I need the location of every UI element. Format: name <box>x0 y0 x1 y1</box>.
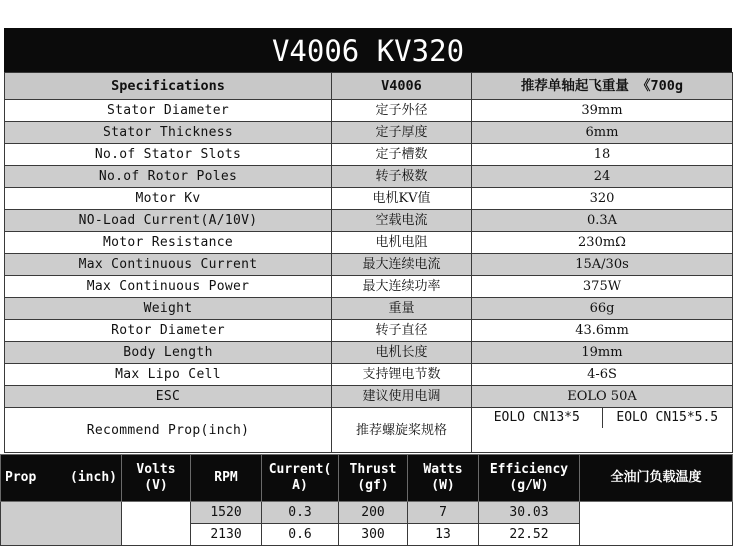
recommend-prop-values <box>472 408 733 453</box>
spec-value: EOLO 50A <box>472 386 733 408</box>
performance-row <box>1 502 733 524</box>
recommend-prop-label: Recommend Prop(inch) <box>5 408 332 453</box>
spec-name-zh: 转子极数 <box>332 166 472 188</box>
spec-row <box>5 210 733 232</box>
spec-value: 18 <box>472 144 733 166</box>
spec-value: 43.6mm <box>472 320 733 342</box>
spec-name-zh: 定子槽数 <box>332 144 472 166</box>
spec-value: 39mm <box>472 100 733 122</box>
cell-volts <box>122 502 191 524</box>
spec-row <box>5 166 733 188</box>
spec-name: Max Lipo Cell <box>5 364 332 386</box>
spec-row <box>5 364 733 386</box>
col-header-watts <box>408 455 479 502</box>
spec-name: Motor Resistance <box>5 232 332 254</box>
spec-name-zh: 重量 <box>332 298 472 320</box>
cell-rpm: 2130 <box>191 524 262 546</box>
spec-value: 0.3A <box>472 210 733 232</box>
spec-name: Stator Diameter <box>5 100 332 122</box>
spec-name-zh: 最大连续功率 <box>332 276 472 298</box>
spec-row <box>5 122 733 144</box>
page-title: V4006 KV320 <box>4 28 732 72</box>
spec-name-zh: 空载电流 <box>332 210 472 232</box>
spec-row <box>5 386 733 408</box>
recommend-prop-option-a: EOLO CN13*5 <box>493 410 580 425</box>
spec-value: 24 <box>472 166 733 188</box>
spec-value: 6mm <box>472 122 733 144</box>
spec-name: Max Continuous Current <box>5 254 332 276</box>
performance-header-row <box>1 455 733 502</box>
spec-name: Body Length <box>5 342 332 364</box>
spec-name-zh: 电机长度 <box>332 342 472 364</box>
spec-name: Rotor Diameter <box>5 320 332 342</box>
cell-prop <box>1 502 122 524</box>
spec-header-specifications: Specifications <box>5 73 332 100</box>
cell-temp <box>580 524 733 546</box>
col-header-full-throttle-temp: 全油门负载温度 <box>580 455 733 502</box>
col-header-rpm: RPM <box>191 455 262 502</box>
spec-value: 15A/30s <box>472 254 733 276</box>
spec-name-zh: 支持锂电节数 <box>332 364 472 386</box>
spec-value: 230mΩ <box>472 232 733 254</box>
spec-name-zh: 转子直径 <box>332 320 472 342</box>
col-header-efficiency <box>479 455 580 502</box>
spec-table <box>4 72 733 453</box>
spec-name-zh: 定子厚度 <box>332 122 472 144</box>
cell-thrust: 200 <box>339 502 408 524</box>
cell-efficiency: 22.52 <box>479 524 580 546</box>
col-header-volts-label: Volts <box>136 462 176 477</box>
spec-name: Weight <box>5 298 332 320</box>
spec-name: No.of Stator Slots <box>5 144 332 166</box>
col-header-volts-unit: (V) <box>144 478 168 493</box>
spec-name: Motor Kv <box>5 188 332 210</box>
spec-value: 4-6S <box>472 364 733 386</box>
spec-name: Max Continuous Power <box>5 276 332 298</box>
spec-value: 375W <box>472 276 733 298</box>
col-header-prop-unit: (inch) <box>70 470 117 485</box>
col-header-efficiency-label: Efficiency <box>489 462 569 477</box>
cell-rpm: 1520 <box>191 502 262 524</box>
col-header-watts-label: Watts <box>423 462 463 477</box>
col-header-thrust-unit: (gf) <box>357 478 389 493</box>
spec-value: 19mm <box>472 342 733 364</box>
cell-current: 0.6 <box>262 524 339 546</box>
spec-header-row <box>5 73 733 100</box>
recommend-prop-row <box>5 408 733 453</box>
spec-row <box>5 254 733 276</box>
spec-name: No.of Rotor Poles <box>5 166 332 188</box>
col-header-prop-label: Prop <box>5 470 37 485</box>
spec-row <box>5 276 733 298</box>
cell-watts: 7 <box>408 502 479 524</box>
col-header-prop <box>1 455 122 502</box>
spec-value: 66g <box>472 298 733 320</box>
cell-prop <box>1 524 122 546</box>
col-header-watts-unit: (W) <box>431 478 455 493</box>
spec-row <box>5 320 733 342</box>
spec-name-zh: 电机电阻 <box>332 232 472 254</box>
spec-name: ESC <box>5 386 332 408</box>
spec-name: Stator Thickness <box>5 122 332 144</box>
spec-header-model: V4006 <box>332 73 472 100</box>
performance-row <box>1 524 733 546</box>
spec-row <box>5 298 733 320</box>
spec-row <box>5 342 733 364</box>
recommend-prop-options <box>472 408 732 428</box>
col-header-volts <box>122 455 191 502</box>
recommend-prop-label-zh: 推荐螺旋桨规格 <box>332 408 472 453</box>
cell-current: 0.3 <box>262 502 339 524</box>
col-header-efficiency-unit: (g/W) <box>509 478 549 493</box>
cell-efficiency: 30.03 <box>479 502 580 524</box>
spec-name: NO-Load Current(A/10V) <box>5 210 332 232</box>
spec-name-zh: 最大连续电流 <box>332 254 472 276</box>
col-header-current-label: Current( <box>268 462 332 477</box>
cell-watts: 13 <box>408 524 479 546</box>
cell-thrust: 300 <box>339 524 408 546</box>
col-header-current-unit: A) <box>292 478 308 493</box>
spec-row <box>5 188 733 210</box>
cell-temp <box>580 502 733 524</box>
performance-table <box>0 454 733 546</box>
col-header-current <box>262 455 339 502</box>
spec-row <box>5 232 733 254</box>
cell-volts <box>122 524 191 546</box>
spec-row <box>5 144 733 166</box>
spec-name-zh: 定子外径 <box>332 100 472 122</box>
spec-header-recommended-weight: 推荐单轴起飞重量 《700g <box>472 73 733 100</box>
spec-value: 320 <box>472 188 733 210</box>
spec-name-zh: 建议使用电调 <box>332 386 472 408</box>
recommend-prop-option-b: EOLO CN15*5.5 <box>602 408 733 428</box>
spec-name-zh: 电机KV值 <box>332 188 472 210</box>
col-header-thrust-label: Thrust <box>349 462 397 477</box>
spec-row <box>5 100 733 122</box>
col-header-thrust <box>339 455 408 502</box>
